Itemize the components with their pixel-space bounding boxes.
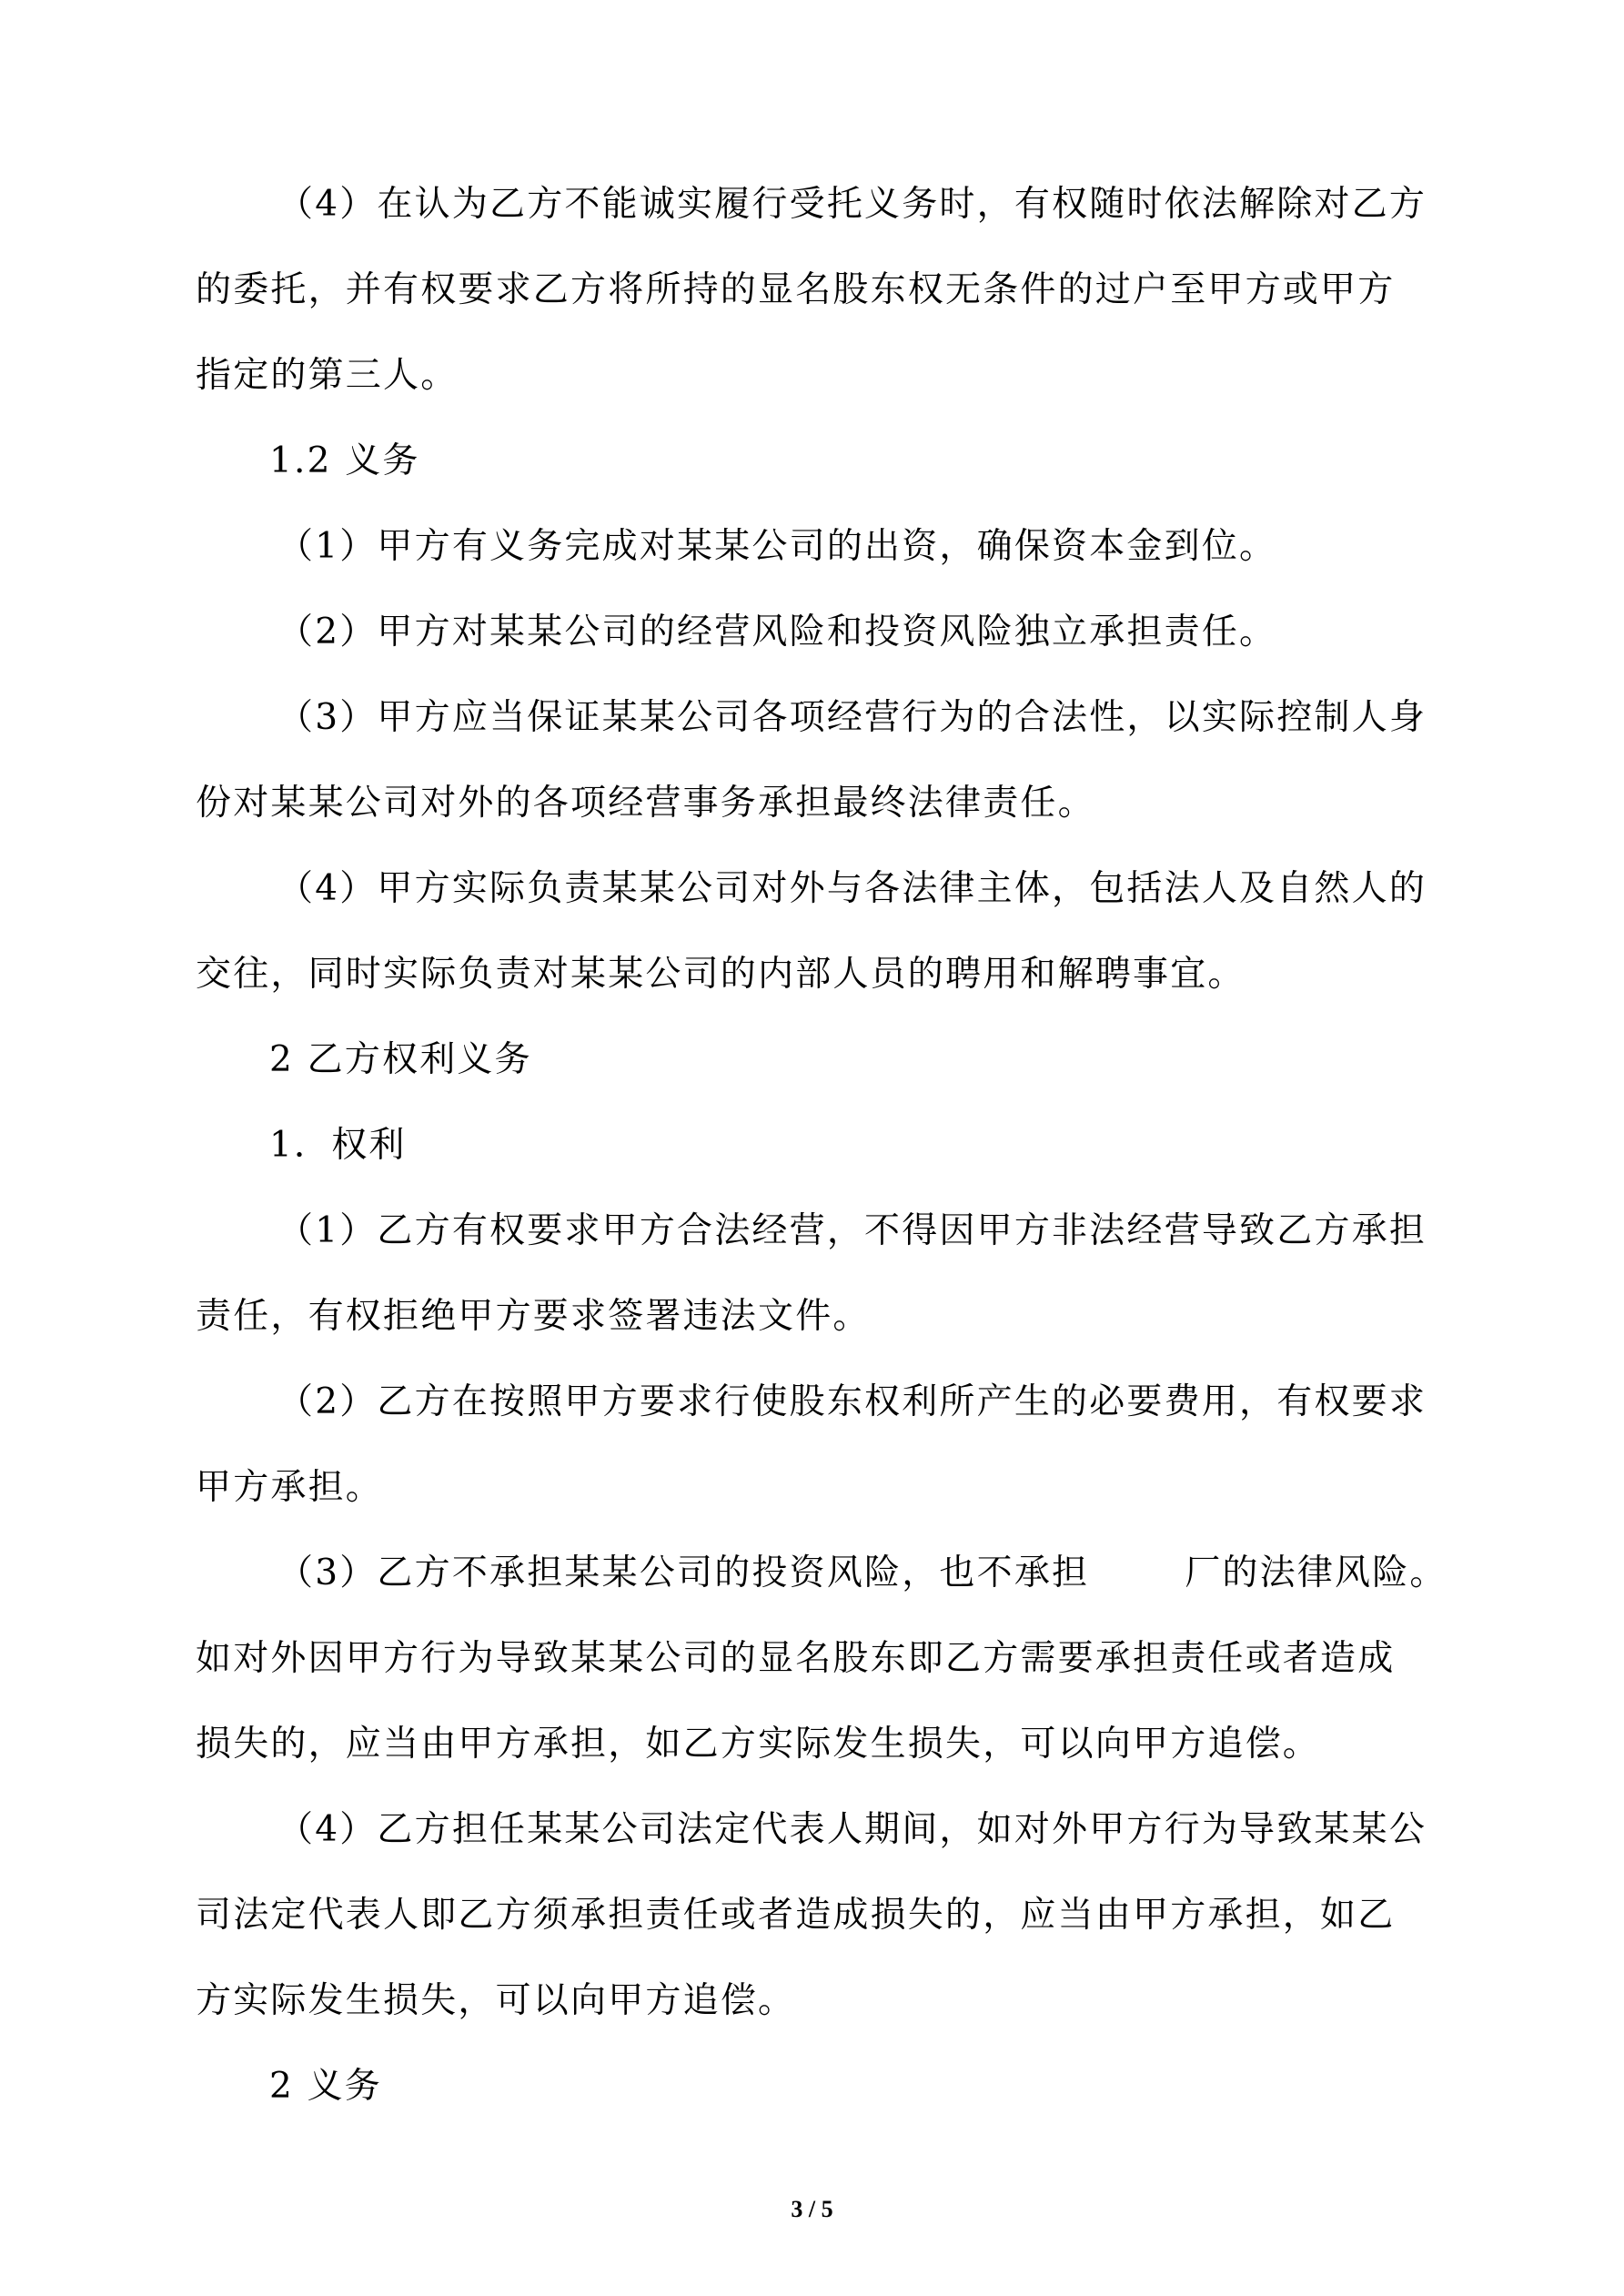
section-heading: 2 乙方权利义务 xyxy=(269,1039,532,1080)
paragraph-line: （2）乙方在按照甲方要求行使股东权利所产生的必要费用，有权要求 xyxy=(277,1381,1427,1422)
paragraph-line: （1）乙方有权要求甲方合法经营，不得因甲方非法经营导致乙方承担 xyxy=(277,1210,1427,1251)
paragraph-line-part: （3）乙方不承担某某公司的投资风险，也不承担 xyxy=(277,1553,1090,1593)
paragraph-line: （2）甲方对某某公司的经营风险和投资风险独立承担责任。 xyxy=(277,612,1277,652)
paragraph-line: 责任，有权拒绝甲方要求签署违法文件。 xyxy=(196,1296,871,1337)
paragraph-line: 交往，同时实际负责对某某公司的内部人员的聘用和解聘事宜。 xyxy=(196,954,1246,995)
paragraph-line: （4）甲方实际负责某某公司对外与各法律主体，包括法人及自然人的 xyxy=(277,868,1427,909)
paragraph-line: 司法定代表人即乙方须承担责任或者造成损失的，应当由甲方承担，如乙 xyxy=(196,1895,1396,1936)
paragraph-line: （4）乙方担任某某公司法定代表人期间，如对外甲方行为导致某某公 xyxy=(277,1809,1427,1850)
paragraph-line: 份对某某公司对外的各项经营事务承担最终法律责任。 xyxy=(196,783,1095,824)
paragraph-line: 甲方承担。 xyxy=(196,1467,384,1508)
paragraph-line xyxy=(277,1551,1447,1596)
paragraph-line: （3）甲方应当保证某某公司各项经营行为的合法性，以实际控制人身 xyxy=(277,697,1427,738)
section-heading: 1．权利 xyxy=(269,1125,407,1166)
paragraph-line: 损失的，应当由甲方承担，如乙方实际发生损失，可以向甲方追偿。 xyxy=(196,1724,1321,1765)
paragraph-line: （1）甲方有义务完成对某某公司的出资，确保资本金到位。 xyxy=(277,526,1277,567)
paragraph-line: 如对外因甲方行为导致某某公司的显名股东即乙方需要承担责任或者造成 xyxy=(196,1638,1396,1679)
section-heading: 2 义务 xyxy=(269,2066,383,2107)
paragraph-line: （4）在认为乙方不能诚实履行受托义务时，有权随时依法解除对乙方 xyxy=(277,184,1427,225)
paragraph-line: 指定的第三人。 xyxy=(196,355,459,396)
paragraph-line: 的委托，并有权要求乙方将所持的显名股东权无条件的过户至甲方或甲方 xyxy=(196,269,1396,310)
paragraph-line-part: 厂的法律风险。 xyxy=(1185,1553,1447,1593)
page-number: 3 / 5 xyxy=(791,2196,833,2222)
section-heading: 1.2 义务 xyxy=(269,440,420,481)
paragraph-line: 方实际发生损失，可以向甲方追偿。 xyxy=(196,1980,796,2021)
